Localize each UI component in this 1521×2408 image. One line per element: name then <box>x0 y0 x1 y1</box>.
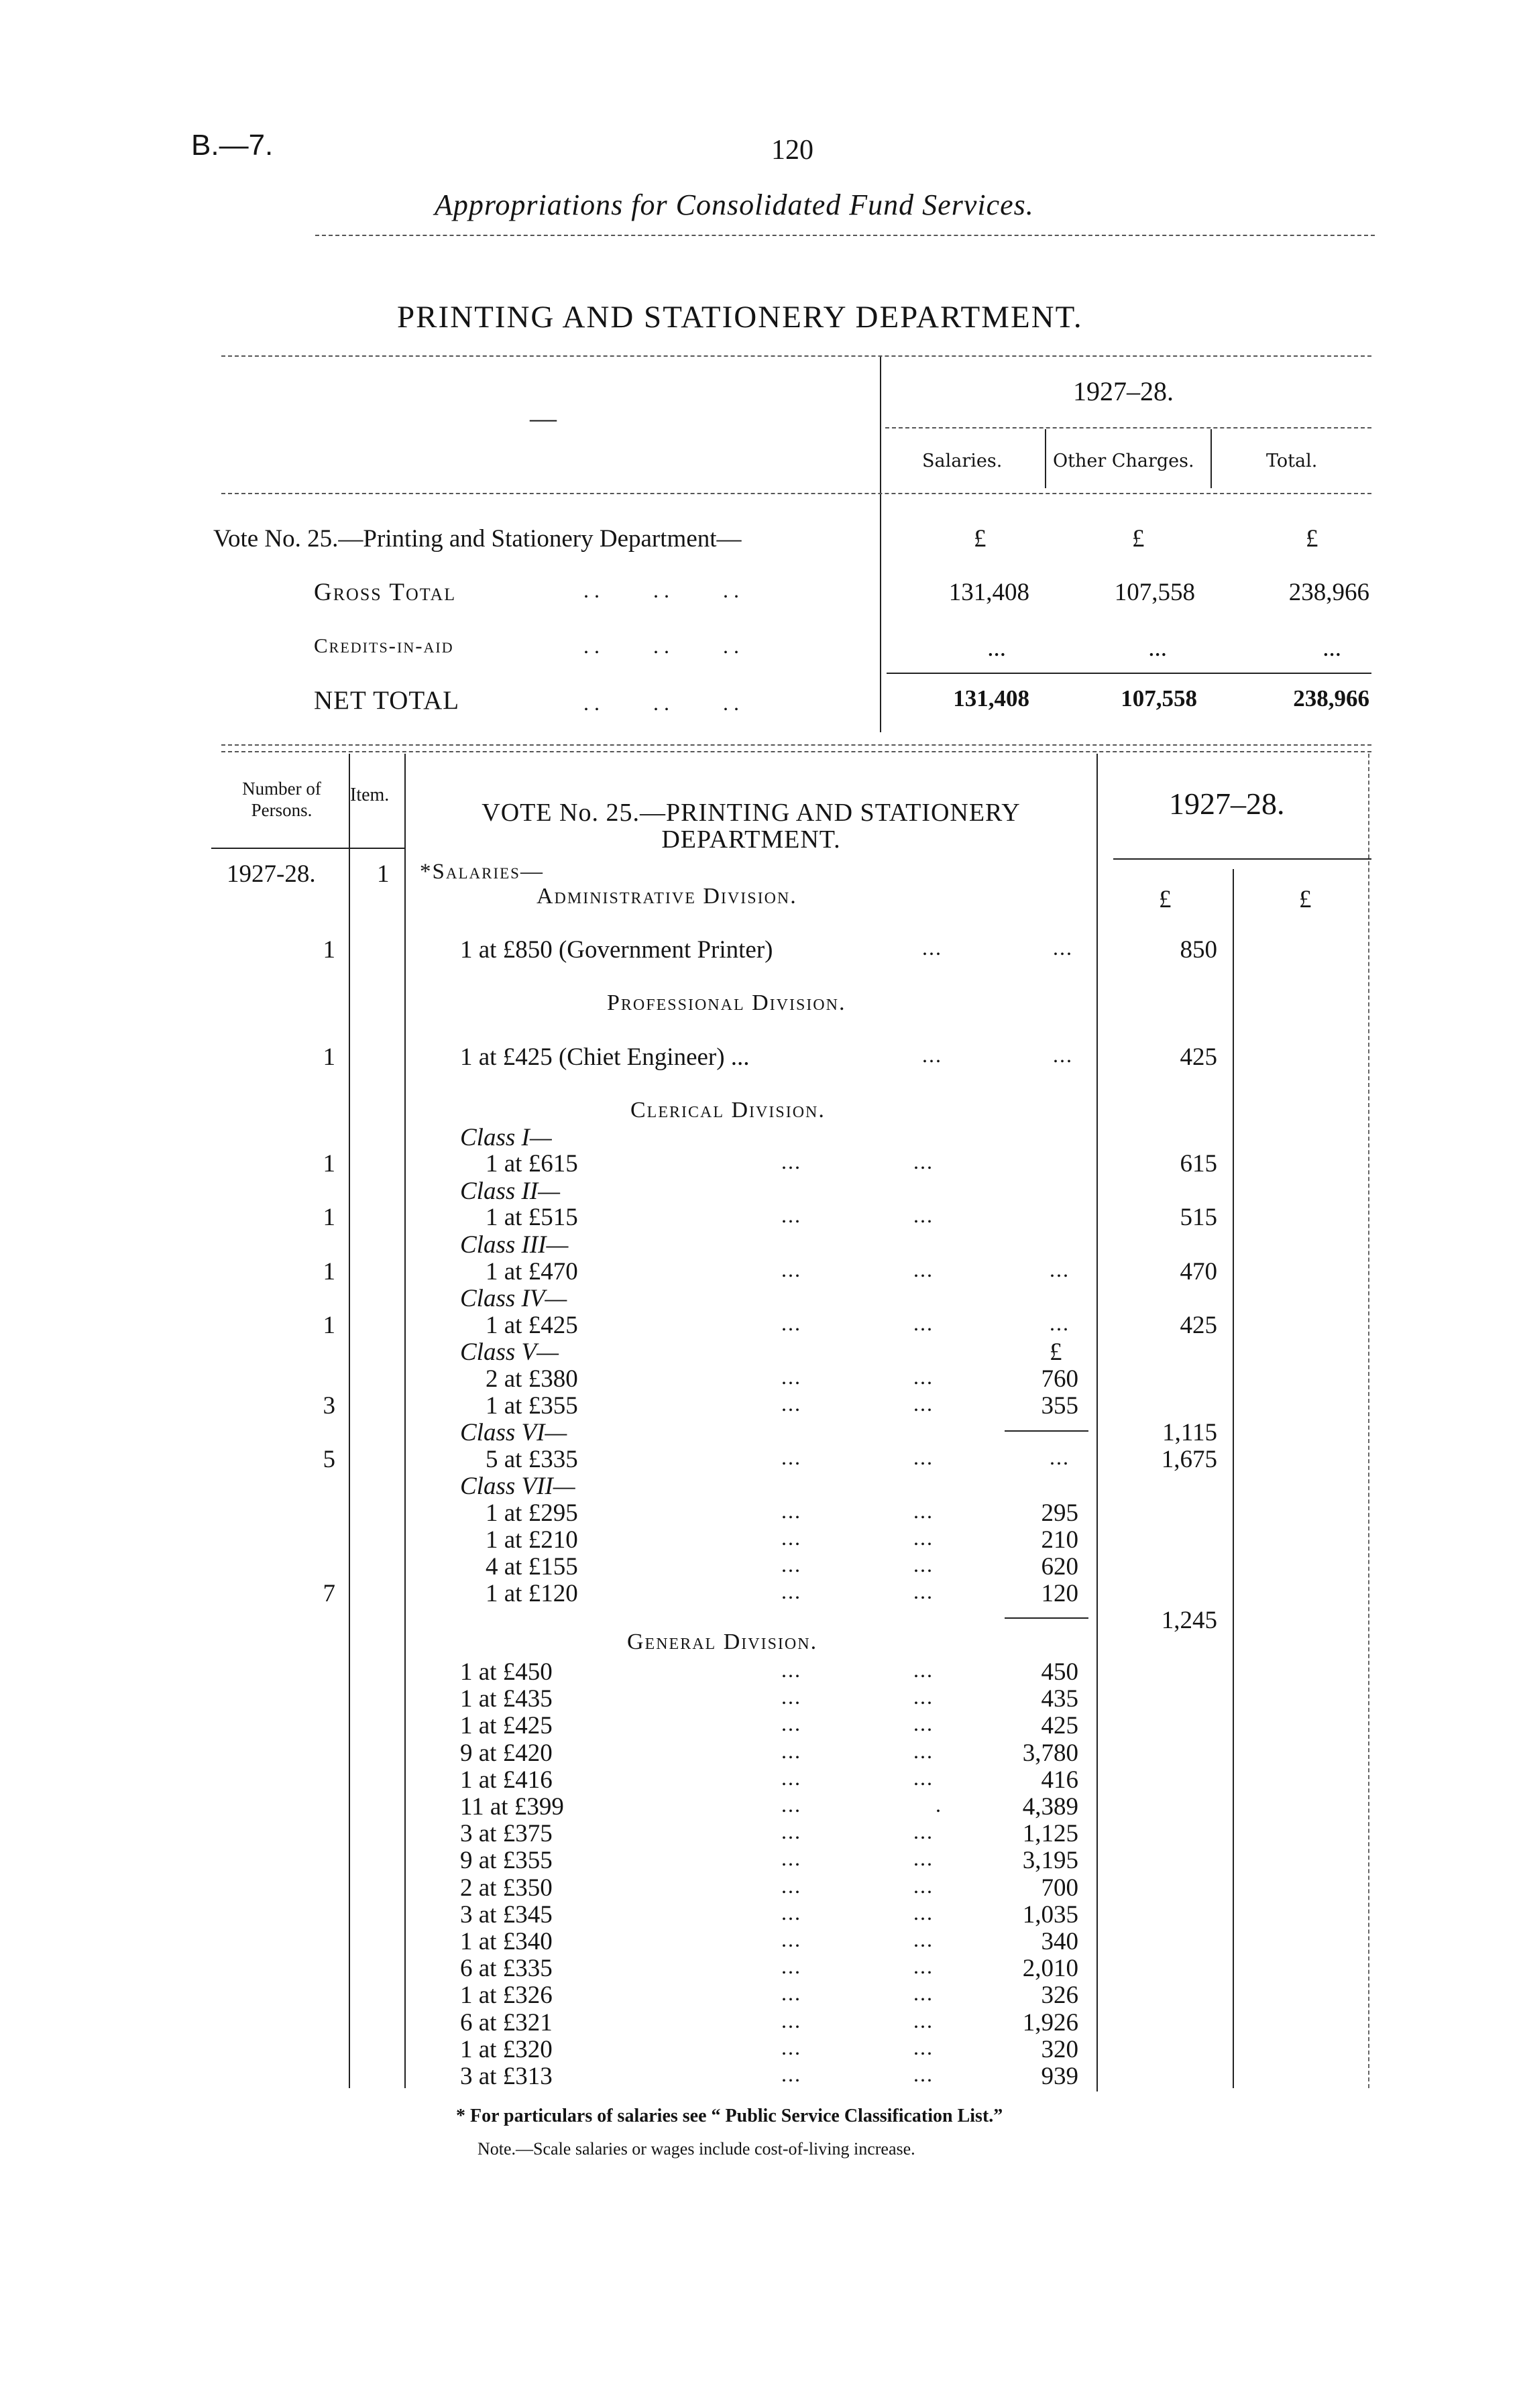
class5-sum-rule <box>1005 1430 1088 1432</box>
net-total-dots: . . . . . . <box>583 691 739 715</box>
class4-amount: 425 <box>1180 1312 1217 1339</box>
general-row-amount: 416 <box>1041 1766 1078 1794</box>
general-row <box>0 1846 1521 1873</box>
general-row-dots-2: ... <box>913 2034 934 2059</box>
general-row <box>0 2008 1521 2035</box>
class4-row <box>0 1311 1521 1338</box>
general-row-dots-2: ... <box>913 1658 934 1682</box>
department-title: PRINTING AND STATIONERY DEPARTMENT. <box>397 300 1083 335</box>
prof-dots-2: ... <box>1053 1043 1073 1067</box>
general-row-dots-2: ... <box>913 1765 934 1790</box>
general-row-desc: 1 at £450 <box>460 1658 553 1686</box>
footnote-salaries: * For particulars of salaries see “ Public Service Classification List.” <box>456 2106 1003 2126</box>
class7-persons: 7 <box>323 1580 335 1607</box>
general-row-amount: 320 <box>1041 2035 1078 2063</box>
general-row-amount: 939 <box>1041 2063 1078 2090</box>
year-head-rule <box>1113 858 1371 860</box>
admin-row <box>0 935 1521 962</box>
credits-in-aid-other: ... <box>1148 634 1167 662</box>
class3-dots-3: ... <box>1050 1257 1070 1281</box>
summary-col-salaries: Salaries. <box>922 451 1003 471</box>
class5-row-2 <box>0 1391 1521 1418</box>
summary-head-rule <box>221 493 1371 494</box>
class7-row4-desc: 1 at £120 <box>486 1580 578 1607</box>
class2-row <box>0 1203 1521 1230</box>
general-row <box>0 1874 1521 1900</box>
class5-row2-dots-2: ... <box>913 1391 934 1416</box>
class1-dots-1: ... <box>781 1149 801 1173</box>
class7-label: Class VII— <box>460 1473 575 1500</box>
prof-amount: 425 <box>1180 1043 1217 1071</box>
class7-row3-amount: 620 <box>1041 1553 1078 1581</box>
class5-persons: 3 <box>323 1392 335 1420</box>
class7-row1-dots-1: ... <box>781 1499 801 1523</box>
admin-dots-2: ... <box>1053 935 1073 960</box>
admin-amount: 850 <box>1180 936 1217 964</box>
class7-row4-dots-2: ... <box>913 1579 934 1603</box>
class6-desc: 5 at £335 <box>486 1446 578 1473</box>
general-row-desc: 9 at £355 <box>460 1847 553 1875</box>
general-row-dots-1: ... <box>781 2062 801 2086</box>
class1-amount: 615 <box>1180 1150 1217 1178</box>
general-row-dots-1: ... <box>781 1738 801 1763</box>
class5-row1-desc: 2 at £380 <box>486 1365 578 1393</box>
general-row <box>0 1658 1521 1684</box>
admin-desc: 1 at £850 (Government Printer) <box>460 936 773 964</box>
class2-desc: 1 at £515 <box>486 1204 578 1231</box>
class7-sum-rule <box>1005 1617 1088 1619</box>
class6-dots-2: ... <box>913 1445 934 1469</box>
general-row-dots-1: ... <box>781 1900 801 1925</box>
class3-label: Class III— <box>460 1231 569 1259</box>
general-row <box>0 2035 1521 2062</box>
general-row-desc: 9 at £420 <box>460 1739 553 1767</box>
summary-divider <box>880 357 881 732</box>
currency-salaries: £ <box>974 525 987 553</box>
class7-row1-amount: 295 <box>1041 1499 1078 1527</box>
general-row-desc: 11 at £399 <box>460 1793 564 1821</box>
class3-amount: 470 <box>1180 1258 1217 1285</box>
clerical-division-heading: Clerical Division. <box>630 1098 826 1123</box>
class7-row2-amount: 210 <box>1041 1526 1078 1554</box>
general-row-dots-2: ... <box>913 1954 934 1979</box>
class5-row1-amount: 760 <box>1041 1365 1078 1393</box>
page-subtitle: Appropriations for Consolidated Fund Services. <box>435 188 1034 221</box>
class5-row2-dots-1: ... <box>781 1391 801 1416</box>
general-row-amount: 2,010 <box>1022 1955 1078 1983</box>
class3-dots-2: ... <box>913 1257 934 1281</box>
general-row-dots-1: ... <box>781 1711 801 1736</box>
class7-row4-amount: 120 <box>1041 1580 1078 1607</box>
class2-persons: 1 <box>323 1204 335 1231</box>
general-row-dots-1: ... <box>781 1792 801 1817</box>
class7-row3-dots-1: ... <box>781 1552 801 1576</box>
class6-row <box>0 1445 1521 1472</box>
general-row-desc: 2 at £350 <box>460 1874 553 1902</box>
summary-top-rule <box>221 355 1371 357</box>
class1-row <box>0 1149 1521 1176</box>
general-row-amount: 435 <box>1041 1685 1078 1713</box>
general-row-desc: 1 at £435 <box>460 1685 553 1713</box>
net-total-label: NET TOTAL <box>314 686 460 715</box>
col-persons-header: Number of Persons. <box>242 779 321 820</box>
class7-row4-dots-1: ... <box>781 1579 801 1603</box>
general-row-desc: 3 at £345 <box>460 1900 553 1929</box>
summary-col-total: Total. <box>1266 451 1318 471</box>
class7-row1-desc: 1 at £295 <box>486 1499 578 1527</box>
general-row-desc: 1 at £326 <box>460 1982 553 2010</box>
class7-row-2 <box>0 1526 1521 1552</box>
summary-col-divider-1 <box>1045 429 1046 488</box>
class2-amount: 515 <box>1180 1204 1217 1231</box>
class2-label: Class II— <box>460 1178 561 1205</box>
general-row <box>0 1711 1521 1738</box>
vote-title: VOTE No. 25.—PRINTING AND STATIONERY DEPARTMENT. <box>482 799 1021 854</box>
general-row-dots-2: ... <box>913 1846 934 1871</box>
general-row <box>0 1739 1521 1766</box>
general-division-heading: General Division. <box>627 1629 818 1654</box>
general-row-dots-1: ... <box>781 1846 801 1871</box>
pound-total-header: £ <box>1299 886 1312 913</box>
summary-dash: — <box>530 403 557 433</box>
class5-total: 1,115 <box>1162 1419 1217 1446</box>
summary-col-other: Other Charges. <box>1053 451 1194 471</box>
page-number: 120 <box>771 135 813 166</box>
gross-total-salaries: 131,408 <box>948 579 1029 606</box>
class5-row2-desc: 1 at £355 <box>486 1392 578 1420</box>
general-row <box>0 1900 1521 1927</box>
vote-label: Vote No. 25.—Printing and Stationery Department— <box>213 525 742 553</box>
general-row-dots-1: ... <box>781 1819 801 1844</box>
class7-row3-desc: 4 at £155 <box>486 1553 578 1581</box>
general-row-desc: 1 at £425 <box>460 1712 553 1740</box>
class6-dots-1: ... <box>781 1445 801 1469</box>
item-head-rule <box>349 848 406 849</box>
item-number: 1 <box>377 860 390 888</box>
admin-persons: 1 <box>323 936 335 964</box>
credits-in-aid-total: ... <box>1322 634 1341 662</box>
class4-dots-3: ... <box>1050 1311 1070 1335</box>
general-row-desc: 1 at £320 <box>460 2035 553 2063</box>
class1-dots-2: ... <box>913 1149 934 1173</box>
class4-label: Class IV— <box>460 1285 567 1312</box>
general-row-dots-2: ... <box>913 2062 934 2086</box>
general-row-desc: 3 at £375 <box>460 1820 553 1848</box>
class7-total: 1,245 <box>1161 1607 1217 1634</box>
class3-row <box>0 1257 1521 1284</box>
general-row-amount: 340 <box>1041 1928 1078 1955</box>
class3-dots-1: ... <box>781 1257 801 1281</box>
class2-dots-2: ... <box>913 1203 934 1227</box>
admin-division-heading: Administrative Division. <box>537 884 797 909</box>
class7-row2-dots-2: ... <box>913 1526 934 1550</box>
persons-head-rule <box>211 848 349 849</box>
general-row-amount: 700 <box>1041 1874 1078 1902</box>
class7-row-4 <box>0 1579 1521 1606</box>
class7-row2-dots-1: ... <box>781 1526 801 1550</box>
general-row-dots-1: ... <box>781 1765 801 1790</box>
general-row-dots-2: ... <box>913 1738 934 1763</box>
class6-label: Class VI— <box>460 1419 567 1446</box>
class7-row-1 <box>0 1499 1521 1526</box>
gross-total-total: 238,966 <box>1288 579 1369 606</box>
general-row-amount: 1,035 <box>1022 1900 1078 1929</box>
pound-subtotal-header: £ <box>1159 886 1172 913</box>
class7-row-3 <box>0 1552 1521 1579</box>
general-row-amount: 3,780 <box>1022 1739 1078 1767</box>
header-rule <box>315 235 1375 236</box>
class1-persons: 1 <box>323 1150 335 1178</box>
gross-total-dots: . . . . . . <box>583 578 739 602</box>
credits-rule <box>887 673 1371 674</box>
net-total-other: 107,558 <box>1121 685 1197 711</box>
general-row <box>0 1792 1521 1819</box>
general-row-dots-2: ... <box>913 1819 934 1844</box>
general-row-amount: 3,195 <box>1022 1847 1078 1875</box>
general-row-amount: 1,125 <box>1022 1820 1078 1848</box>
class4-persons: 1 <box>323 1312 335 1339</box>
footnote-cost-of-living: Note.—Scale salaries or wages include cost-of-living increase. <box>477 2139 915 2159</box>
class5-row-1 <box>0 1365 1521 1391</box>
net-total-total: 238,966 <box>1293 685 1369 711</box>
general-row-desc: 6 at £321 <box>460 2008 553 2037</box>
class4-dots-1: ... <box>781 1311 801 1335</box>
general-row-desc: 6 at £335 <box>460 1955 553 1983</box>
col-item-header: Item. <box>350 785 390 805</box>
general-row-dots-1: ... <box>781 2008 801 2032</box>
general-row-dots-1: ... <box>781 1684 801 1709</box>
prof-desc: 1 at £425 (Chiet Engineer) ... <box>460 1043 750 1071</box>
general-row <box>0 1927 1521 1954</box>
class5-label: Class V— <box>460 1338 559 1366</box>
general-row-dots-2: ... <box>913 1900 934 1925</box>
professional-division-heading: Professional Division. <box>607 990 846 1015</box>
prof-row <box>0 1043 1521 1070</box>
general-row-amount: 450 <box>1041 1658 1078 1686</box>
class7-row1-dots-2: ... <box>913 1499 934 1523</box>
prof-dots-1: ... <box>922 1043 942 1067</box>
general-row-desc: 3 at £313 <box>460 2063 553 2090</box>
detail-year-head: 1927–28. <box>1169 787 1285 821</box>
currency-other: £ <box>1132 525 1145 553</box>
class3-persons: 1 <box>323 1258 335 1285</box>
summary-year-rule <box>885 427 1371 428</box>
general-row-dots-2: ... <box>913 1684 934 1709</box>
detail-top-rule <box>221 751 1371 752</box>
general-row-dots-1: ... <box>781 1981 801 2006</box>
gross-total-label: Gross Total <box>314 579 457 606</box>
credits-in-aid-label: Credits-in-aid <box>314 634 454 657</box>
class7-row2-desc: 1 at £210 <box>486 1526 578 1554</box>
persons-year: 1927-28. <box>227 860 316 888</box>
gross-total-other: 107,558 <box>1114 579 1195 606</box>
general-row-dots-1: ... <box>781 1927 801 1951</box>
credits-in-aid-dots: . . . . . . <box>583 634 739 658</box>
summary-col-divider-2 <box>1210 429 1212 488</box>
general-row <box>0 1819 1521 1846</box>
class3-desc: 1 at £470 <box>486 1258 578 1285</box>
class1-desc: 1 at £615 <box>486 1150 578 1178</box>
general-row <box>0 2062 1521 2089</box>
general-row-desc: 1 at £340 <box>460 1928 553 1955</box>
general-row-dots-2: . <box>936 1792 942 1817</box>
summary-year: 1927–28. <box>1073 376 1174 406</box>
general-row-amount: 425 <box>1041 1712 1078 1740</box>
general-row-dots-1: ... <box>781 1873 801 1898</box>
general-row-dots-1: ... <box>781 1658 801 1682</box>
currency-total: £ <box>1306 525 1318 553</box>
class7-row3-dots-2: ... <box>913 1552 934 1576</box>
general-row-dots-2: ... <box>913 1981 934 2006</box>
general-row-amount: 4,389 <box>1022 1793 1078 1821</box>
salaries-label: *Salaries— <box>420 860 544 884</box>
class4-desc: 1 at £425 <box>486 1312 578 1339</box>
general-row-dots-2: ... <box>913 1873 934 1898</box>
general-row-dots-1: ... <box>781 1954 801 1979</box>
page-reference: B.—7. <box>191 129 274 162</box>
net-total-salaries: 131,408 <box>953 685 1029 711</box>
class6-dots-3: ... <box>1050 1445 1070 1469</box>
class2-dots-1: ... <box>781 1203 801 1227</box>
class4-dots-2: ... <box>913 1311 934 1335</box>
general-row-desc: 1 at £416 <box>460 1766 553 1794</box>
class1-label: Class I— <box>460 1124 552 1151</box>
general-row <box>0 1954 1521 1981</box>
class5-row1-dots-2: ... <box>913 1365 934 1389</box>
class5-row2-amount: 355 <box>1041 1392 1078 1420</box>
general-row-amount: 326 <box>1041 1982 1078 2010</box>
general-row-dots-1: ... <box>781 2034 801 2059</box>
general-row-dots-2: ... <box>913 1711 934 1736</box>
general-row-dots-2: ... <box>913 1927 934 1951</box>
admin-dots-1: ... <box>922 935 942 960</box>
class5-row1-dots-1: ... <box>781 1365 801 1389</box>
general-row-amount: 1,926 <box>1022 2008 1078 2037</box>
prof-persons: 1 <box>323 1043 335 1071</box>
general-row-dots-2: ... <box>913 2008 934 2032</box>
credits-in-aid-salaries: ... <box>987 634 1006 662</box>
class6-amount: 1,675 <box>1161 1446 1217 1473</box>
general-row <box>0 1766 1521 1792</box>
general-row <box>0 1981 1521 2008</box>
general-row <box>0 1684 1521 1711</box>
pound-mid-column: £ <box>1050 1338 1062 1366</box>
class6-persons: 5 <box>323 1446 335 1473</box>
summary-bottom-rule <box>221 744 1371 746</box>
